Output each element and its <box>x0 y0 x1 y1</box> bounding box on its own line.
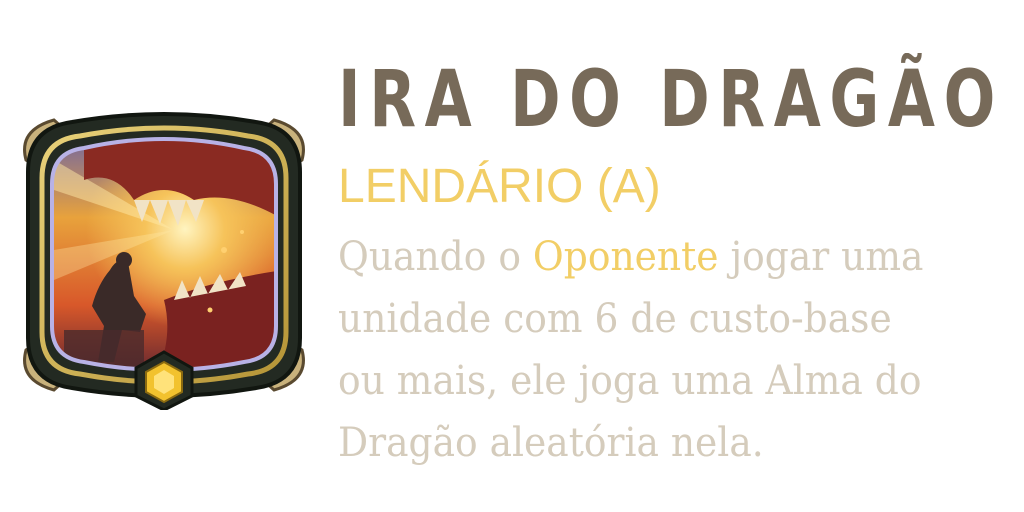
description-line: ou mais, ele joga uma Alma do <box>338 358 922 404</box>
augment-icon-frame <box>14 100 314 410</box>
rarity-label: LENDÁRIO (A) <box>338 160 661 213</box>
keyword-opponent: Oponente <box>532 234 719 280</box>
description-line: unidade com 6 de custo-base <box>338 296 892 342</box>
card-description <box>338 226 1018 474</box>
description-text: jogar uma <box>718 234 924 280</box>
dragon-roar-art-icon <box>14 100 314 410</box>
description-line <box>338 226 977 288</box>
description-line: Dragão aleatória nela. <box>338 420 764 466</box>
description-text: Quando o <box>338 234 533 280</box>
card-title: IRA DO DRAGÃO <box>338 55 1004 145</box>
card-text <box>338 52 1018 474</box>
